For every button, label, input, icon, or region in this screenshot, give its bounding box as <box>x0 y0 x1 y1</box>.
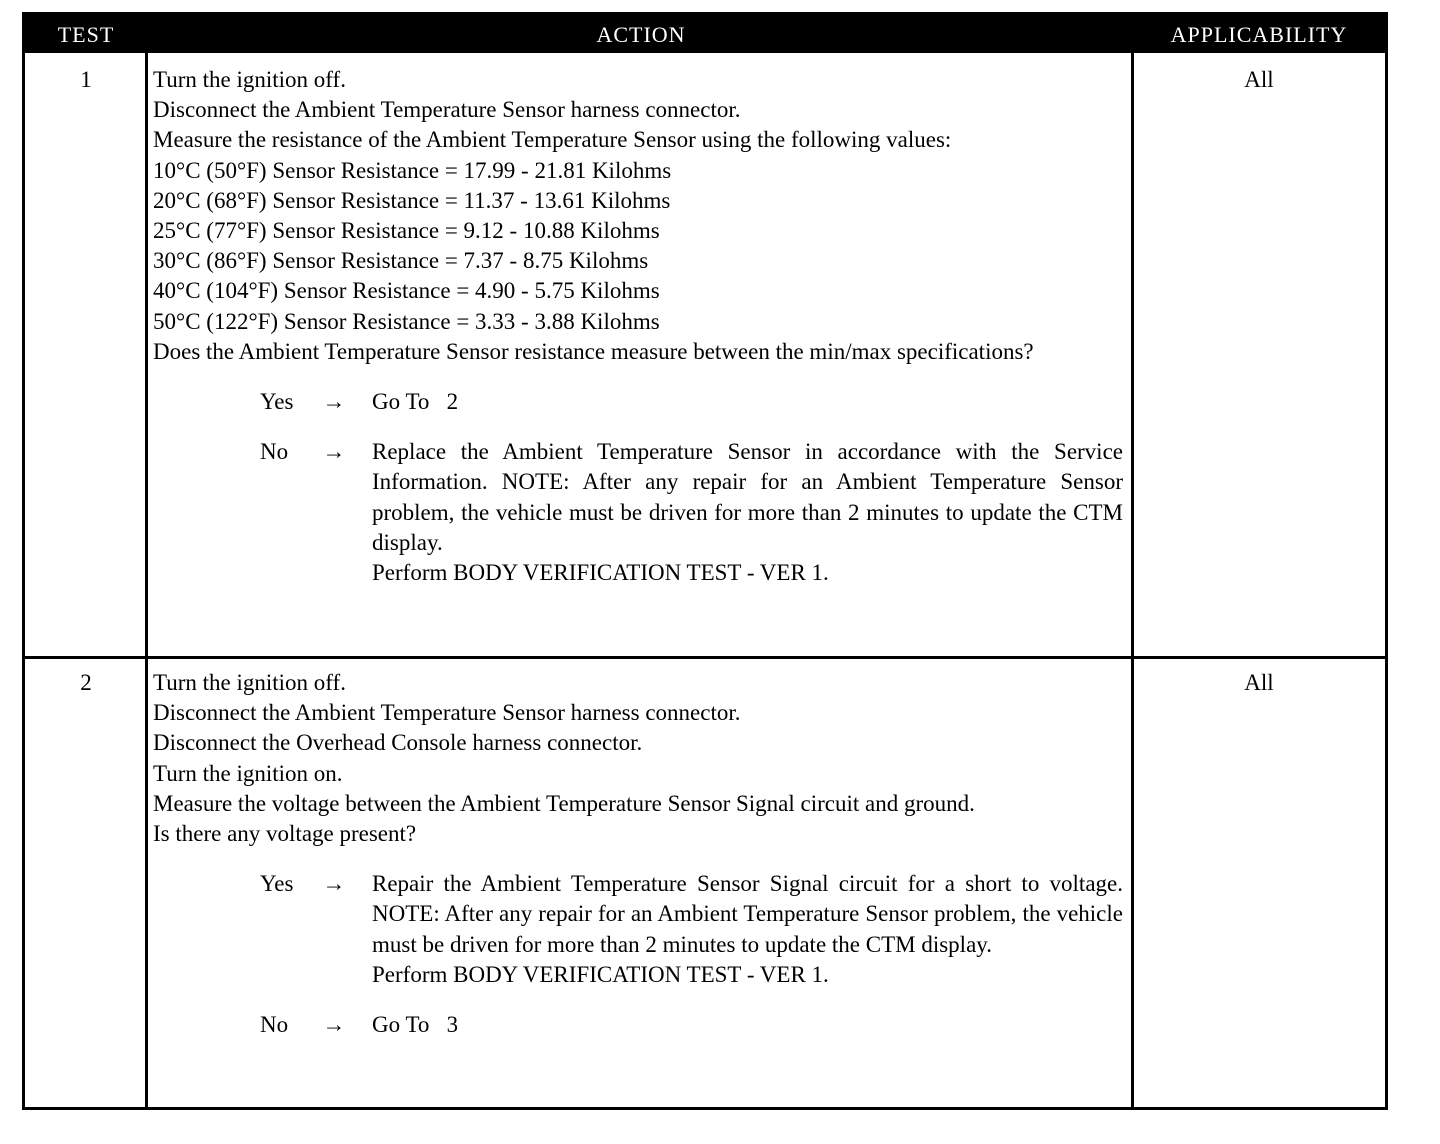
resistance-value: 30°C (86°F) Sensor Resistance = 7.37 - 8.75 Kilohms <box>153 248 649 274</box>
action-cell <box>153 65 1123 588</box>
question: Is there any voltage present? <box>153 821 417 847</box>
action-step: Measure the resistance of the Ambient Temperature Sensor using the following values: <box>153 127 952 153</box>
test-number: 1 <box>80 67 92 92</box>
arrow-right-icon: → <box>322 871 346 897</box>
action-step: Turn the ignition on. <box>153 760 343 786</box>
header-applicability: APPLICABILITY <box>1170 22 1348 47</box>
no-branch <box>260 437 1123 588</box>
applicability-value: All <box>1244 67 1274 92</box>
header-test: TEST <box>57 22 115 47</box>
action-step: Measure the voltage between the Ambient Temperature Sensor Signal circuit and ground. <box>153 790 975 816</box>
table-header <box>25 15 1385 53</box>
no-label: No <box>260 1012 289 1038</box>
resistance-value: 10°C (50°F) Sensor Resistance = 17.99 - 21.81 Kilohms <box>153 157 672 183</box>
action-step: Turn the ignition off. <box>153 67 346 92</box>
action-step: Disconnect the Overhead Console harness connector. <box>153 730 643 756</box>
yes-branch <box>260 387 1123 417</box>
action-step: Turn the ignition off. <box>153 670 346 695</box>
yes-label: Yes <box>260 871 294 897</box>
no-label: No <box>260 439 289 465</box>
diagnostic-test-table <box>22 12 1388 1110</box>
action-step: Disconnect the Ambient Temperature Sensor harness connector. <box>153 97 741 123</box>
resistance-value: 40°C (104°F) Sensor Resistance = 4.90 - 5.75 Kilohms <box>153 278 660 304</box>
yes-label: Yes <box>260 389 294 415</box>
no-result: Replace the Ambient Temperature Sensor in accordance with the Service Information. NOTE: After any repair for an Ambient Temperature Sensor problem, the vehicle must be driven for more than 2 minutes to update the CTM display. <box>372 439 1123 555</box>
action-cell <box>153 668 1123 1040</box>
header-action: ACTION <box>596 22 686 47</box>
column-divider <box>145 53 148 1107</box>
row-divider <box>25 656 1385 659</box>
yes-result-verification: Perform BODY VERIFICATION TEST - VER 1. <box>372 961 829 987</box>
arrow-right-icon: → <box>322 389 346 415</box>
no-branch <box>260 1010 1123 1040</box>
resistance-value: 25°C (77°F) Sensor Resistance = 9.12 - 10.88 Kilohms <box>153 218 660 244</box>
resistance-value: 50°C (122°F) Sensor Resistance = 3.33 - 3.88 Kilohms <box>153 308 660 334</box>
test-number: 2 <box>80 670 92 695</box>
yes-result: Go To 2 <box>372 389 459 415</box>
no-result-verification: Perform BODY VERIFICATION TEST - VER 1. <box>372 560 829 586</box>
arrow-right-icon: → <box>322 439 346 465</box>
question: Does the Ambient Temperature Sensor resistance measure between the min/max specifications? <box>153 338 1034 364</box>
column-divider <box>1131 53 1134 1107</box>
yes-branch <box>260 869 1123 990</box>
arrow-right-icon: → <box>322 1012 346 1038</box>
resistance-value: 20°C (68°F) Sensor Resistance = 11.37 - 13.61 Kilohms <box>153 187 671 213</box>
action-step: Disconnect the Ambient Temperature Sensor harness connector. <box>153 700 741 726</box>
yes-result: Repair the Ambient Temperature Sensor Signal circuit for a short to voltage. NOTE: After any repair for an Ambient Temperature Sensor problem, the vehicle must be driven for more than 2 minutes to update the CTM display. <box>372 871 1123 957</box>
no-result: Go To 3 <box>372 1012 459 1038</box>
applicability-value: All <box>1244 670 1274 695</box>
